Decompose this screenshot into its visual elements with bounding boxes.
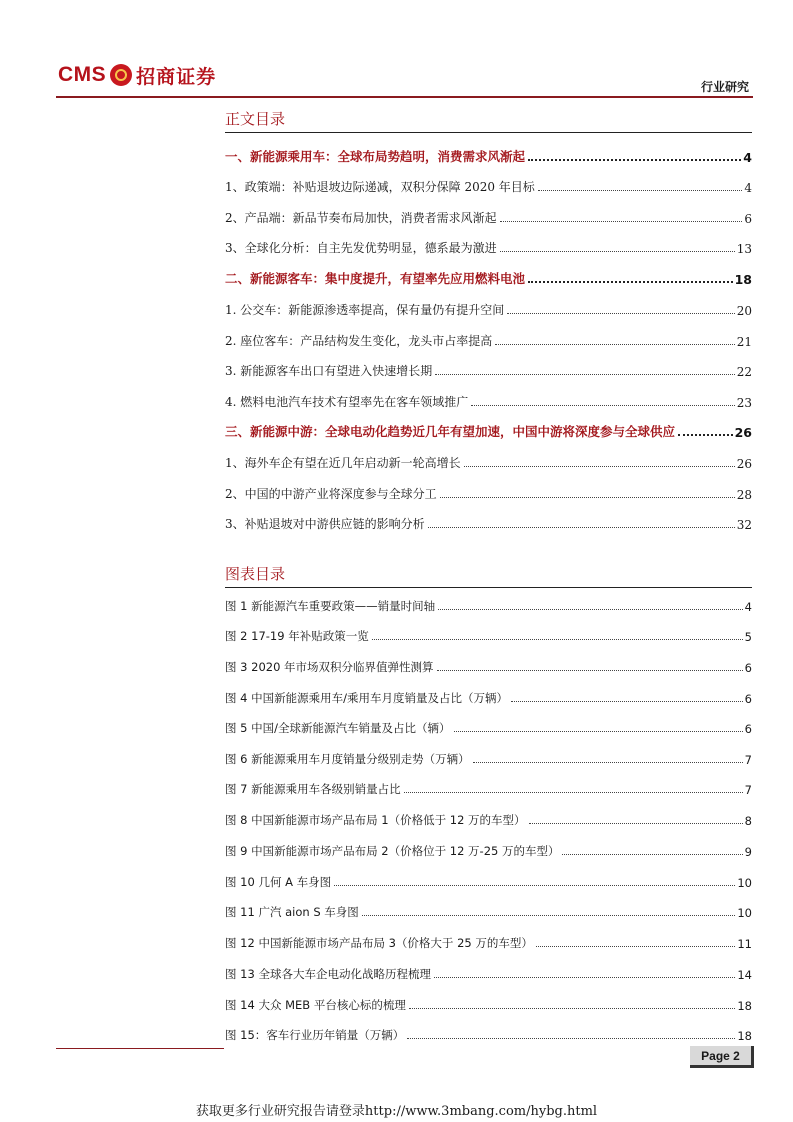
entry-label: 4. 燃料电池汽车技术有望率先在客车领域推广 xyxy=(225,395,469,409)
toc-section-entry[interactable] xyxy=(225,331,752,349)
figure-entry[interactable] xyxy=(225,749,752,767)
toc-title: 正文目录 xyxy=(225,110,286,128)
dot-leader xyxy=(500,251,735,252)
entry-label: 1. 公交车：新能源渗透率提高，保有量仍有提升空间 xyxy=(225,303,505,317)
dot-leader xyxy=(528,159,741,161)
entry-label: 图 1 新能源汽车重要政策——销量时间轴 xyxy=(225,599,436,613)
entry-page-number: 32 xyxy=(736,518,752,532)
figure-entry[interactable] xyxy=(225,596,752,614)
dot-leader xyxy=(372,639,743,640)
entry-page-number: 6 xyxy=(744,212,752,226)
toc-section-entry[interactable] xyxy=(225,484,752,502)
entry-page-number: 10 xyxy=(737,906,752,920)
dot-leader xyxy=(334,885,735,886)
entry-label: 图 10 几何 A 车身图 xyxy=(225,875,332,889)
entry-page-number: 28 xyxy=(736,488,752,502)
dot-leader xyxy=(538,190,743,191)
entry-page-number: 10 xyxy=(737,876,752,890)
entry-label: 图 2 17-19 年补贴政策一览 xyxy=(225,629,369,643)
entry-page-number: 5 xyxy=(744,630,752,644)
dot-leader xyxy=(678,434,733,436)
dot-leader xyxy=(362,915,736,916)
figure-entry[interactable] xyxy=(225,841,752,859)
toc-title-divider xyxy=(225,132,752,133)
dot-leader xyxy=(409,1008,736,1009)
toc-section-entry[interactable] xyxy=(225,361,752,379)
figure-entry[interactable] xyxy=(225,810,752,828)
entry-page-number: 18 xyxy=(734,272,752,287)
figure-entry[interactable] xyxy=(225,657,752,675)
entry-label: 3、补贴退坡对中游供应链的影响分析 xyxy=(225,517,425,531)
entry-label: 图 9 中国新能源市场产品布局 2（价格位于 12 万-25 万的车型） xyxy=(225,844,560,858)
figure-list-title: 图表目录 xyxy=(225,565,286,583)
dot-leader xyxy=(511,701,743,702)
dot-leader xyxy=(562,854,742,855)
figure-entry[interactable] xyxy=(225,872,752,890)
dot-leader xyxy=(428,527,735,528)
entry-label: 图 12 中国新能源市场产品布局 3（价格大于 25 万的车型） xyxy=(225,936,533,950)
entry-label: 一、新能源乘用车：全球布局势趋明，消费需求风渐起 xyxy=(225,149,526,164)
dot-leader xyxy=(438,609,743,610)
report-category: 行业研究 xyxy=(700,80,749,94)
entry-label: 图 14 大众 MEB 平台核心标的梳理 xyxy=(225,998,406,1012)
entry-page-number: 26 xyxy=(736,457,752,471)
dot-leader xyxy=(500,221,743,222)
logo-chinese-name: 招商证券 xyxy=(136,65,217,88)
entry-label: 1、政策端：补贴退坡边际递减，双积分保障 2020 年目标 xyxy=(225,180,535,194)
entry-label: 2、产品端：新品节奏布局加快，消费者需求风渐起 xyxy=(225,211,497,225)
dot-leader xyxy=(507,313,734,314)
entry-label: 2、中国的中游产业将深度参与全球分工 xyxy=(225,487,437,501)
entry-label: 三、新能源中游：全球电动化趋势近几年有望加速，中国中游将深度参与全球供应 xyxy=(225,424,676,439)
entry-label: 图 15：客车行业历年销量（万辆） xyxy=(225,1028,405,1042)
entry-page-number: 6 xyxy=(744,692,752,706)
logo-emblem-icon xyxy=(110,64,132,86)
toc-section-entry[interactable] xyxy=(225,300,752,318)
figure-entry[interactable] xyxy=(225,995,752,1013)
entry-label: 3、全球化分析：自主先发优势明显，德系最为激进 xyxy=(225,241,497,255)
entry-page-number: 7 xyxy=(744,783,752,797)
dot-leader xyxy=(495,344,734,345)
entry-page-number: 14 xyxy=(737,968,752,982)
toc-section-entry[interactable] xyxy=(225,208,752,226)
entry-page-number: 21 xyxy=(736,335,752,349)
entry-label: 图 13 全球各大车企电动化战略历程梳理 xyxy=(225,967,431,981)
dot-leader xyxy=(435,374,734,375)
entry-label: 2. 座位客车：产品结构发生变化，龙头市占率提高 xyxy=(225,334,493,348)
toc-chapter-entry[interactable] xyxy=(225,422,752,440)
dot-leader xyxy=(528,281,733,283)
dot-leader xyxy=(437,670,743,671)
figure-entry[interactable] xyxy=(225,933,752,951)
dot-leader xyxy=(404,792,743,793)
figure-entry[interactable] xyxy=(225,626,752,644)
entry-page-number: 18 xyxy=(737,1029,752,1043)
dot-leader xyxy=(473,762,743,763)
dot-leader xyxy=(471,405,734,406)
figure-entry[interactable] xyxy=(225,718,752,736)
entry-label: 图 6 新能源乘用车月度销量分级别走势（万辆） xyxy=(225,752,470,766)
entry-page-number: 4 xyxy=(744,600,752,614)
entry-page-number: 18 xyxy=(737,999,752,1013)
entry-label: 图 11 广汽 aion S 车身图 xyxy=(225,905,359,919)
entry-page-number: 4 xyxy=(743,150,752,165)
dot-leader xyxy=(454,731,743,732)
entry-label: 图 4 中国新能源乘用车/乘用车月度销量及占比（万辆） xyxy=(225,691,508,705)
dot-leader xyxy=(464,466,735,467)
footer-divider xyxy=(56,1048,224,1049)
company-logo xyxy=(58,60,216,90)
dot-leader xyxy=(434,977,735,978)
figure-entry[interactable] xyxy=(225,902,752,920)
entry-label: 图 8 中国新能源市场产品布局 1（价格低于 12 万的车型） xyxy=(225,813,526,827)
entry-label: 二、新能源客车：集中度提升，有望率先应用燃料电池 xyxy=(225,271,526,286)
entry-page-number: 11 xyxy=(737,937,752,951)
toc-section-entry[interactable] xyxy=(225,238,752,256)
page-number: Page 2 xyxy=(690,1046,754,1068)
logo-text: CMS xyxy=(58,63,107,86)
toc-section-entry[interactable] xyxy=(225,514,752,532)
entry-page-number: 7 xyxy=(744,753,752,767)
toc-section-entry[interactable] xyxy=(225,177,752,195)
entry-page-number: 8 xyxy=(744,814,752,828)
entry-label: 图 7 新能源乘用车各级别销量占比 xyxy=(225,782,401,796)
figure-title-divider xyxy=(225,587,752,588)
entry-page-number: 20 xyxy=(736,304,752,318)
toc-section-entry[interactable] xyxy=(225,392,752,410)
entry-label: 图 3 2020 年市场双积分临界值弹性测算 xyxy=(225,660,434,674)
entry-page-number: 13 xyxy=(736,242,752,256)
entry-page-number: 23 xyxy=(736,396,752,410)
toc-chapter-entry[interactable] xyxy=(225,147,752,165)
dot-leader xyxy=(440,497,735,498)
header-divider xyxy=(56,96,753,98)
dot-leader xyxy=(407,1038,735,1039)
entry-page-number: 9 xyxy=(744,845,752,859)
figure-entry[interactable] xyxy=(225,779,752,797)
figure-entry[interactable] xyxy=(225,1025,752,1043)
entry-page-number: 6 xyxy=(744,661,752,675)
toc-section-entry[interactable] xyxy=(225,453,752,471)
entry-label: 3. 新能源客车出口有望进入快速增长期 xyxy=(225,364,433,378)
entry-page-number: 6 xyxy=(744,722,752,736)
dot-leader xyxy=(536,946,736,947)
entry-label: 图 5 中国/全球新能源汽车销量及占比（辆） xyxy=(225,721,451,735)
figure-entry[interactable] xyxy=(225,964,752,982)
entry-page-number: 4 xyxy=(744,181,752,195)
entry-page-number: 26 xyxy=(734,425,752,440)
entry-page-number: 22 xyxy=(736,365,752,379)
download-note[interactable]: 获取更多行业研究报告请登录http://www.3mbang.com/hybg.html xyxy=(195,1104,598,1119)
entry-label: 1、海外车企有望在近几年启动新一轮高增长 xyxy=(225,456,461,470)
dot-leader xyxy=(529,823,743,824)
toc-chapter-entry[interactable] xyxy=(225,269,752,287)
figure-entry[interactable] xyxy=(225,688,752,706)
